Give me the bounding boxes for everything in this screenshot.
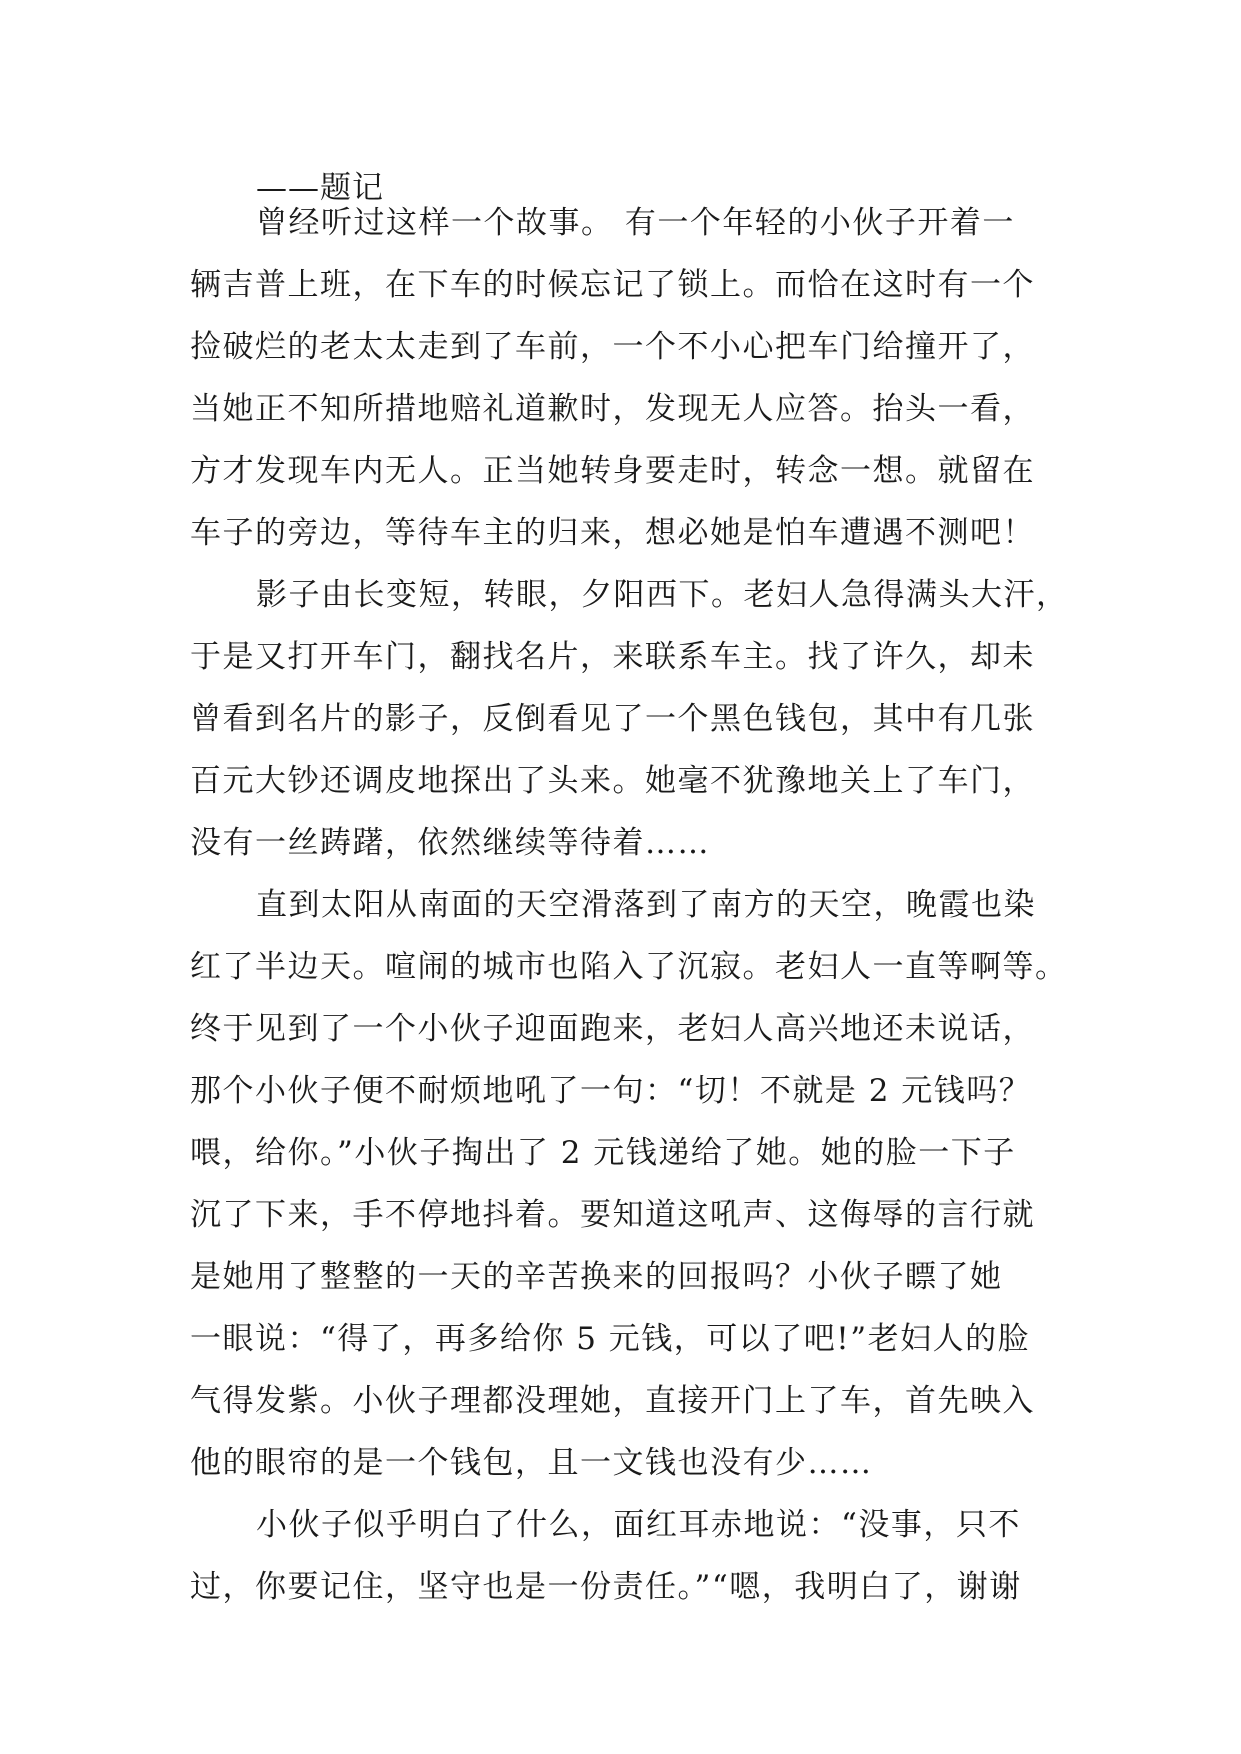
paragraph-2 bbox=[190, 564, 1070, 874]
paragraph-line: 是她用了整整的一天的辛苦换来的回报吗？小伙子瞟了她 bbox=[190, 1259, 1003, 1295]
paragraph-line: 于是又打开车门，翻找名片，来联系车主。找了许久，却未 bbox=[190, 639, 1035, 675]
paragraph-line: 他的眼帘的是一个钱包，且一文钱也没有少…… bbox=[190, 1445, 873, 1481]
paragraph-line: 没有一丝踌躇，依然继续等待着…… bbox=[190, 825, 710, 861]
paragraph-line: 气得发紫。小伙子理都没理她，直接开门上了车，首先映入 bbox=[190, 1383, 1035, 1419]
paragraph-line: 小伙子似乎明白了什么，面红耳赤地说：“没事，只不 bbox=[256, 1507, 1021, 1543]
paragraph-line: 曾经听过这样一个故事。 有一个年轻的小伙子开着一 bbox=[256, 205, 1015, 241]
paragraph-line: 捡破烂的老太太走到了车前，一个不小心把车门给撞开了， bbox=[190, 329, 1035, 365]
paragraph-line: 喂，给你。”小伙子掏出了 2 元钱递给了她。她的脸一下子 bbox=[190, 1135, 1016, 1171]
paragraph-line: 百元大钞还调皮地探出了头来。她毫不犹豫地关上了车门， bbox=[190, 763, 1035, 799]
paragraph-line: 那个小伙子便不耐烦地吼了一句：“切！不就是 2 元钱吗？ bbox=[190, 1073, 1032, 1109]
inscription: ——题记 bbox=[256, 170, 384, 206]
paragraph-line: 车子的旁边，等待车主的归来，想必她是怕车遭遇不测吧！ bbox=[190, 515, 1035, 551]
paragraph-4 bbox=[190, 1494, 1070, 1618]
paragraph-line: 一眼说：“得了，再多给你 5 元钱，可以了吧!”老妇人的脸 bbox=[190, 1321, 1031, 1357]
paragraph-line: 沉了下来，手不停地抖着。要知道这吼声、这侮辱的言行就 bbox=[190, 1197, 1035, 1233]
paragraph-line: 方才发现车内无人。正当她转身要走时，转念一想。就留在 bbox=[190, 453, 1035, 489]
paragraph-line: 直到太阳从南面的天空滑落到了南方的天空，晚霞也染 bbox=[256, 887, 1036, 923]
paragraph-3 bbox=[190, 874, 1070, 1494]
paragraph-line: 红了半边天。喧闹的城市也陷入了沉寂。老妇人一直等啊等。 bbox=[190, 949, 1068, 985]
paragraph-line: 过，你要记住，坚守也是一份责任。”“嗯，我明白了，谢谢 bbox=[190, 1569, 1022, 1605]
paragraph-line: 终于见到了一个小伙子迎面跑来，老妇人高兴地还未说话， bbox=[190, 1011, 1035, 1047]
paragraph-line: 辆吉普上班，在下车的时候忘记了锁上。而恰在这时有一个 bbox=[190, 267, 1035, 303]
paragraph-1 bbox=[190, 192, 1070, 564]
paragraph-line: 曾看到名片的影子，反倒看见了一个黑色钱包，其中有几张 bbox=[190, 701, 1035, 737]
paragraph-line: 影子由长变短，转眼，夕阳西下。老妇人急得满头大汗， bbox=[256, 577, 1069, 613]
paragraph-line: 当她正不知所措地赔礼道歉时，发现无人应答。抬头一看， bbox=[190, 391, 1035, 427]
